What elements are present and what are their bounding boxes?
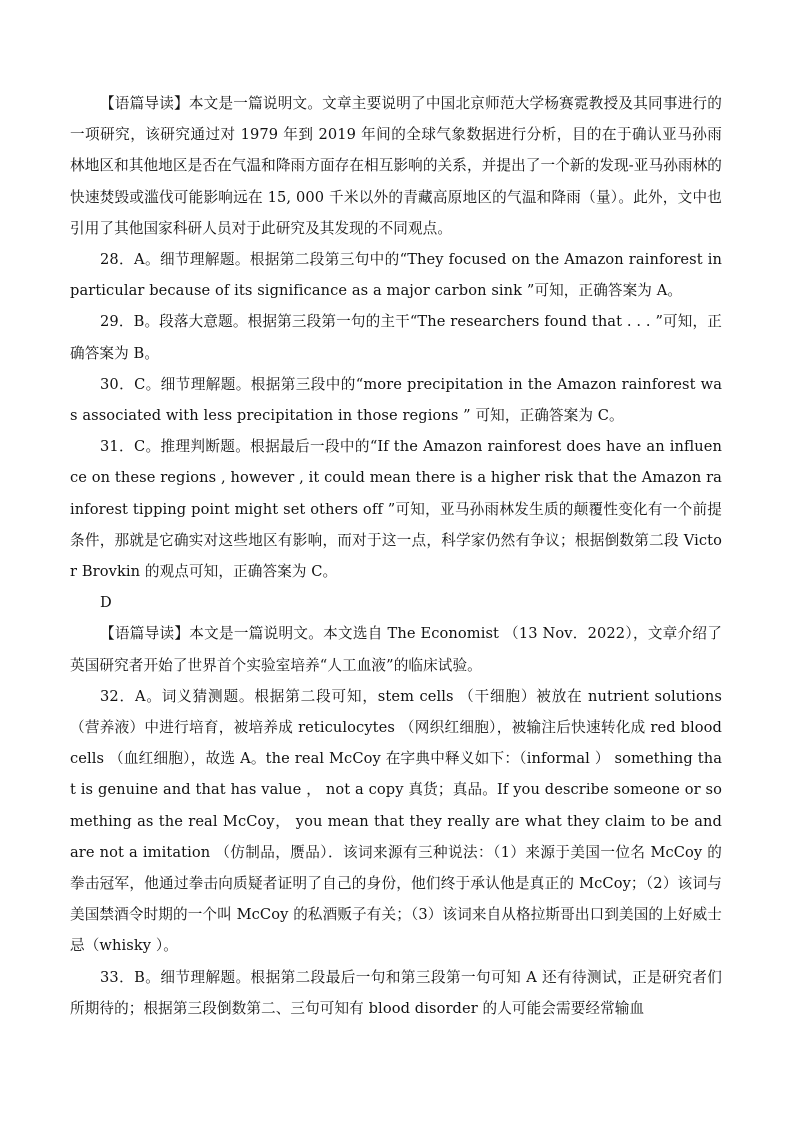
section-heading-d: D (100, 594, 112, 612)
answer-29-paragraph: 29．B。段落大意题。根据第三段第一句的主干“The researchers found that . . . ”可知，正确答案为 B。 (70, 313, 722, 362)
reading-guide-paragraph-d: 【语篇导读】本文是一篇说明文。本文选自 The Economist （13 Nov．2022），文章介绍了英国研究者开始了世界首个实验室培养“人工血液”的临床试验。 (70, 625, 722, 674)
answer-28-paragraph: 28．A。细节理解题。根据第二段第三句中的“They focused on the Amazon rainforest in particular because of its significance as a major carbon sink ”可知，正确答案为 A。 (70, 251, 722, 300)
reading-guide-paragraph: 【语篇导读】本文是一篇说明文。文章主要说明了中国北京师范大学杨赛霓教授及其同事进行的一项研究，该研究通过对 1979 年到 2019 年间的全球气象数据进行分析，目的在于确认亚马孙雨林地区和其他地区是否在气温和降雨方面存在相互影响的关系，并提出了一个新的发现-亚马孙雨林的快速焚毁或滥伐可能影响远在 15, 000 千米以外的青藏高原地区的气温和降雨（量）。此外，文中也引用了其他国家科研人员对于此研究及其发现的不同观点。 (70, 95, 722, 237)
answer-33-paragraph: 33．B。细节理解题。根据第二段最后一句和第三段第一句可知 A 还有待测试，正是研究者们所期待的；根据第三段倒数第二、三句可知有 blood disorder 的人可能会需要经常输血 (70, 968, 722, 1017)
answer-32-paragraph: 32．A。词义猜测题。根据第二段可知，stem cells （干细胞）被放在 nutrient solutions （营养液）中进行培育，被培养成 reticulocytes （网织红细胞），被输注后快速转化成 red blood cells （血红细胞），故选 A。the real McCoy 在字典中释义如下：（informal ） something that is genuine and that has value ， not a copy 真货；真品。If you describe someone or something as the real McCoy， you mean that they really are what they claim to be and are not a imitation （仿制品，赝品）．该词来源有三种说法：（1）来源于美国一位名 McCoy 的拳击冠军，他通过拳击向质疑者证明了自己的身份，他们终于承认他是真正的 McCoy；（2）该词与美国禁酒令时期的一个叫 McCoy 的私酒贩子有关；（3）该词来自从格拉斯哥出口到美国的上好威士忌（whisky ）。 (70, 687, 722, 955)
document-body (70, 88, 722, 1024)
answer-31-paragraph: 31．C。推理判断题。根据最后一段中的“If the Amazon rainforest does have an influence on these regions , however , it could mean there is a higher risk that the Amazon rainforest tipping point might set others off ”可知，亚马孙雨林发生质的颠覆性变化有一个前提条件，那就是它确实对这些地区有影响，而对于这一点，科学家仍然有争议；根据倒数第二段 Victor Brovkin 的观点可知，正确答案为 C。 (70, 438, 722, 581)
answer-30-paragraph: 30．C。细节理解题。根据第三段中的“more precipitation in the Amazon rainforest was associated with less precipitation in those regions ” 可知，正确答案为 C。 (70, 375, 722, 425)
